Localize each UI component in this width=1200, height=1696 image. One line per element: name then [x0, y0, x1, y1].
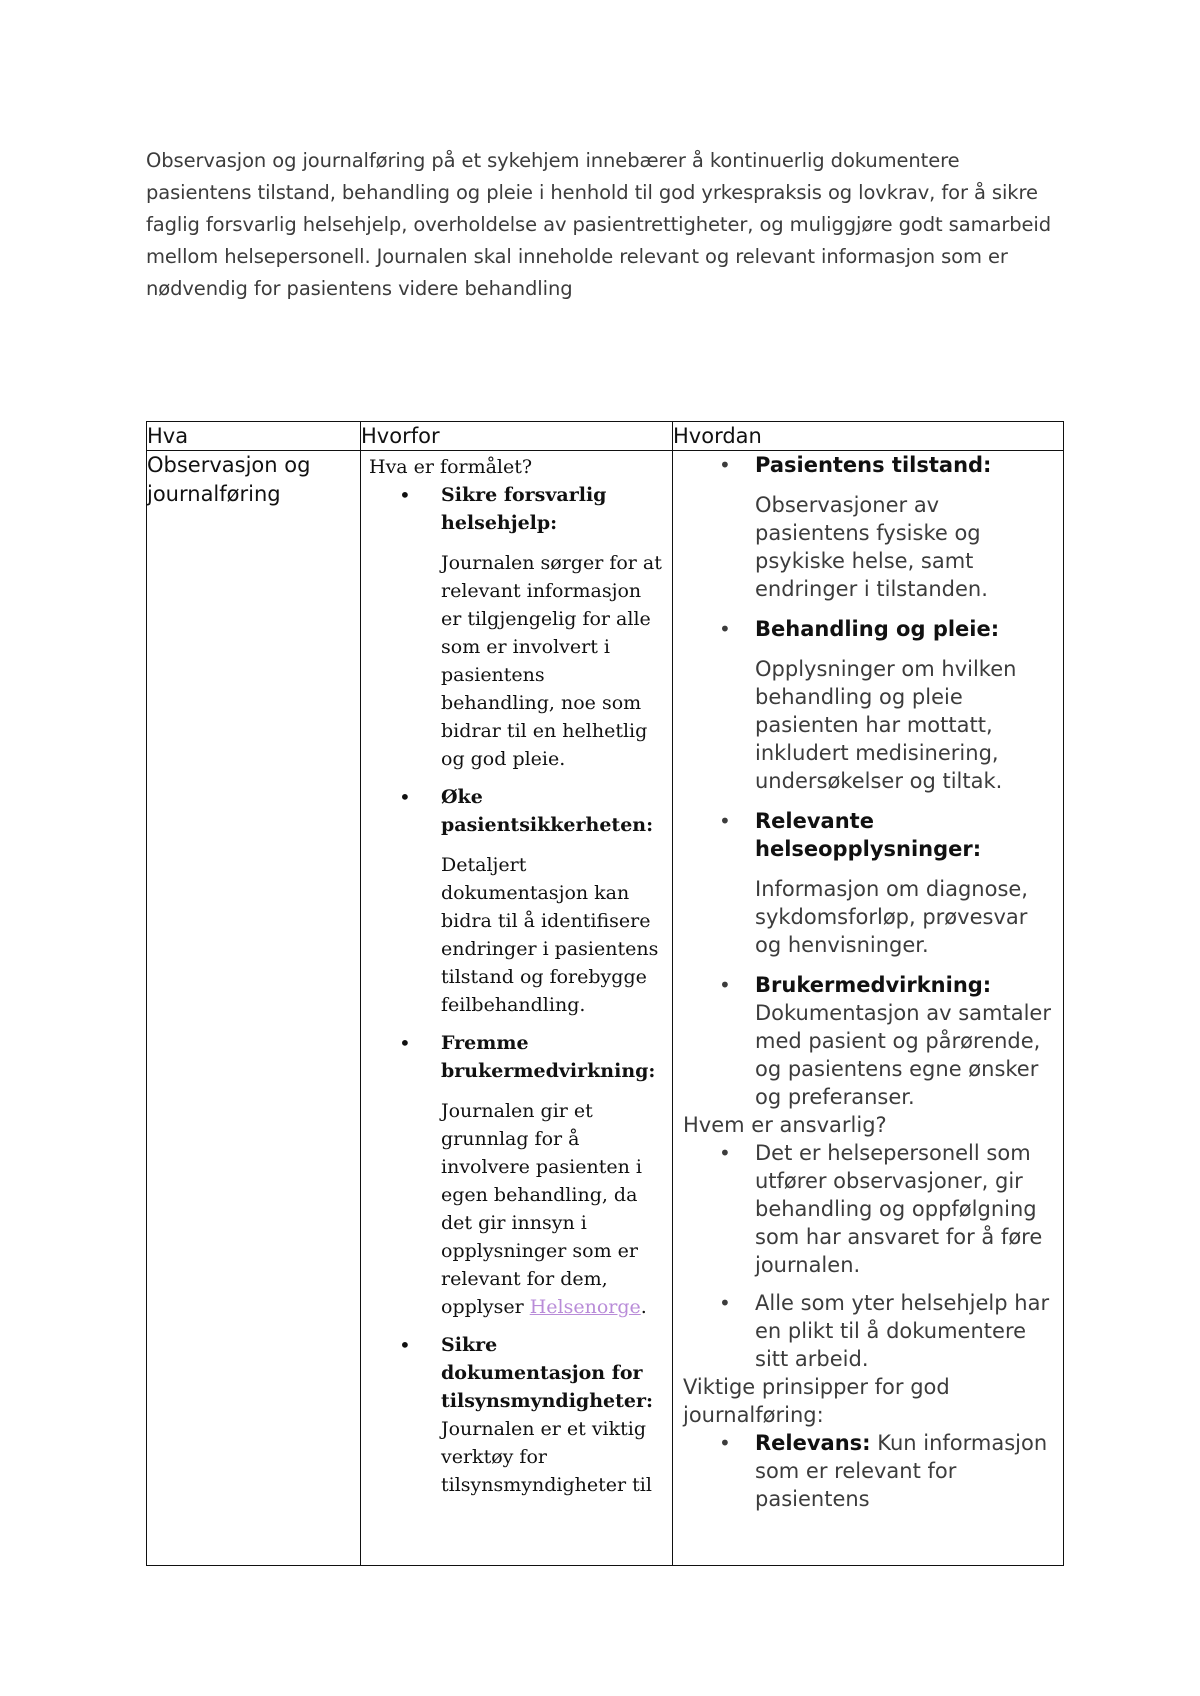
- header-hvordan: Hvordan: [673, 422, 1064, 451]
- list-item: [683, 1139, 1055, 1279]
- item-text: Opplysninger om hvilken behandling og pleie pasienten har mottatt, inkludert medisinering, undersøkelser og tiltak.: [755, 657, 1017, 793]
- item-title: Fremme brukermedvirkning:: [441, 1032, 656, 1082]
- hva-text: Observasjon og journalføring: [147, 453, 311, 506]
- item-text-combined: [755, 1429, 1055, 1513]
- item-text: Observasjoner av pasientens fysiske og psykiske helse, samt endringer i tilstanden.: [755, 493, 988, 601]
- ansvar-list: [683, 1139, 1055, 1373]
- bullet-icon: •: [719, 1431, 731, 1455]
- documentation-table: [146, 421, 1064, 1566]
- prinsipper-list: [683, 1429, 1055, 1513]
- item-text: Det er helsepersonell som utfører observasjoner, gir behandling og oppfølgning som har ansvaret for å føre journalen.: [755, 1141, 1043, 1277]
- list-item: [369, 783, 664, 1019]
- table-header-row: [147, 422, 1064, 451]
- item-text-with-link: [441, 1097, 664, 1321]
- item-title: Sikre forsvarlig helsehjelp:: [441, 484, 607, 534]
- bullet-icon: •: [399, 1333, 411, 1357]
- prinsipper-heading: Viktige prinsipper for god journalføring:: [683, 1375, 950, 1427]
- item-title: Behandling og pleie:: [755, 617, 1000, 641]
- bullet-icon: •: [399, 483, 411, 507]
- bullet-icon: •: [719, 453, 731, 477]
- list-item: [369, 481, 664, 773]
- helsenorge-link[interactable]: Helsenorge: [529, 1296, 641, 1318]
- hvorfor-list: [369, 481, 664, 1499]
- hva-cell: [147, 451, 361, 1566]
- item-title: Brukermedvirkning:: [755, 973, 992, 997]
- item-text: Informasjon om diagnose, sykdomsforløp, prøvesvar og henvisninger.: [755, 877, 1028, 957]
- item-title: Pasientens tilstand:: [755, 453, 992, 477]
- item-title: Relevante helseopplysninger:: [755, 809, 982, 861]
- bullet-icon: •: [719, 809, 731, 833]
- bullet-icon: •: [399, 785, 411, 809]
- list-item: [683, 971, 1055, 1111]
- bullet-icon: •: [719, 1141, 731, 1165]
- item-text: Dokumentasjon av samtaler med pasient og pårørende, og pasientens egne ønsker og preferanser.: [755, 1001, 1051, 1109]
- list-item: [683, 807, 1055, 959]
- header-hvorfor: Hvorfor: [361, 422, 673, 451]
- item-text: Detaljert dokumentasjon kan bidra til å identifisere endringer i pasientens tilstand og forebygge feilbehandling.: [441, 854, 659, 1016]
- bullet-icon: •: [719, 617, 731, 641]
- bullet-icon: •: [719, 1291, 731, 1315]
- item-text: Journalen gir et grunnlag for å involvere pasienten i egen behandling, da det gir innsyn i opplysninger som er relevant for dem, opplyser: [441, 1100, 642, 1318]
- hvorfor-cell: [361, 451, 673, 1566]
- item-text: Alle som yter helsehjelp har en plikt til å dokumentere sitt arbeid.: [755, 1291, 1050, 1371]
- ansvar-heading: Hvem er ansvarlig?: [683, 1113, 887, 1137]
- list-item: [683, 1429, 1055, 1513]
- list-item: [369, 1331, 664, 1499]
- item-text-end: .: [640, 1296, 647, 1318]
- item-text: Journalen er et viktig verktøy for tilsynsmyndigheter til: [441, 1418, 652, 1496]
- bullet-icon: •: [399, 1031, 411, 1055]
- hvorfor-question: Hva er formålet?: [369, 456, 533, 478]
- header-hva: Hva: [147, 422, 361, 451]
- table-row: [147, 451, 1064, 1566]
- item-text: Kun informasjon som er relevant for pasientens: [755, 1431, 1048, 1511]
- list-item: [683, 451, 1055, 603]
- list-item: [683, 615, 1055, 795]
- list-item: [369, 1029, 664, 1321]
- bullet-icon: •: [719, 973, 731, 997]
- item-title: Sikre dokumentasjon for tilsynsmyndigheter:: [441, 1334, 653, 1412]
- hvordan-list: [683, 451, 1055, 1111]
- item-title: Relevans:: [755, 1431, 871, 1455]
- list-item: [683, 1289, 1055, 1373]
- item-text: Journalen sørger for at relevant informasjon er tilgjengelig for alle som er involvert i pasientens behandling, noe som bidrar til en helhetlig og god pleie.: [441, 552, 662, 770]
- hvordan-cell: [673, 451, 1064, 1566]
- item-title: Øke pasientsikkerheten:: [441, 786, 654, 836]
- intro-paragraph: Observasjon og journalføring på et sykehjem innebærer å kontinuerlig dokumentere pasientens tilstand, behandling og pleie i henhold til god yrkespraksis og lovkrav, for å sikre faglig forsvarlig helsehjelp, overholdelse av pasientrettigheter, og muliggjøre godt samarbeid mellom helsepersonell. Journalen skal inneholde relevant og relevant informasjon som er nødvendig for pasientens videre behandling: [146, 149, 1052, 300]
